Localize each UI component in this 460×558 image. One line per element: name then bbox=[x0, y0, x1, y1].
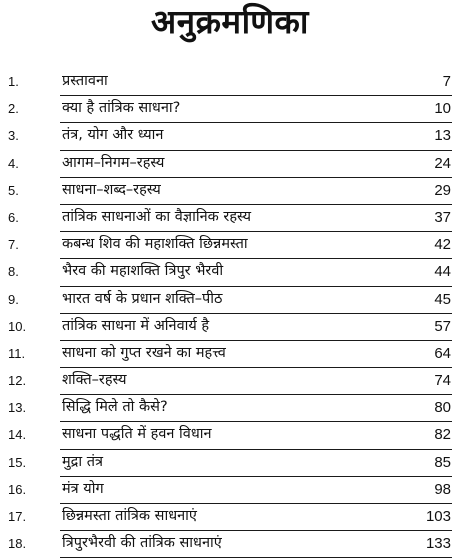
toc-entry-title: त्रिपुरभैरवी की तांत्रिक साधनाएं bbox=[62, 535, 222, 552]
toc-entry bbox=[0, 504, 460, 531]
toc-entry-number: 17. bbox=[8, 509, 27, 524]
toc-entry-page: 82 bbox=[434, 426, 451, 444]
toc-entry bbox=[0, 477, 460, 504]
toc-entry bbox=[0, 531, 460, 558]
toc-entry-title: शक्ति–रहस्य bbox=[62, 372, 127, 389]
toc-entry-title: छिन्नमस्ता तांत्रिक साधनाएं bbox=[62, 508, 197, 524]
toc-entry-number: 10. bbox=[8, 318, 27, 334]
toc-entry-page: 7 bbox=[442, 73, 451, 90]
toc-entry-page: 42 bbox=[434, 236, 451, 254]
toc-entry-title: साधना को गुप्त रखने का महत्त्व bbox=[62, 344, 226, 361]
toc-list bbox=[0, 69, 460, 558]
toc-entry-title: मंत्र योग bbox=[62, 480, 104, 497]
toc-entry-page: 57 bbox=[434, 317, 451, 335]
toc-entry bbox=[0, 422, 460, 449]
toc-entry-title: क्या है तांत्रिक साधना? bbox=[62, 100, 181, 117]
toc-entry-title: तंत्र, योग और ध्यान bbox=[62, 127, 164, 144]
toc-entry bbox=[0, 69, 460, 96]
toc-entry-page: 80 bbox=[434, 399, 451, 417]
toc-entry-page: 45 bbox=[434, 290, 451, 308]
toc-entry-title: प्रस्तावना bbox=[62, 73, 108, 89]
toc-entry bbox=[0, 151, 460, 178]
toc-entry-number: 18. bbox=[8, 536, 27, 552]
toc-entry-page: 29 bbox=[434, 181, 451, 199]
toc-entry-title: कबन्ध शिव की महाशक्ति छिन्नमस्ता bbox=[62, 236, 248, 253]
toc-entry bbox=[0, 178, 460, 205]
toc-entry-page: 133 bbox=[425, 535, 451, 553]
toc-entry-title: तांत्रिक साधना में अनिवार्य है bbox=[62, 317, 210, 334]
toc-entry bbox=[0, 341, 460, 368]
toc-entry-number: 9. bbox=[8, 291, 19, 307]
toc-entry bbox=[0, 450, 460, 477]
toc-entry-number: 4. bbox=[8, 155, 19, 171]
toc-entry-number: 6. bbox=[8, 209, 19, 225]
toc-entry-page: 74 bbox=[434, 372, 451, 390]
toc-entry-page: 103 bbox=[425, 508, 451, 525]
toc-entry-page: 85 bbox=[434, 453, 451, 471]
toc-entry-number: 1. bbox=[8, 74, 19, 89]
toc-entry-number: 15. bbox=[8, 454, 27, 470]
toc-entry-title: भारत वर्ष के प्रधान शक्ति–पीठ bbox=[62, 290, 223, 307]
toc-entry-page: 24 bbox=[434, 154, 451, 172]
toc-entry-number: 8. bbox=[8, 264, 19, 280]
toc-entry-number: 3. bbox=[8, 128, 19, 144]
toc-entry-page: 44 bbox=[434, 263, 451, 281]
toc-entry bbox=[0, 259, 460, 286]
toc-entry bbox=[0, 395, 460, 422]
toc-entry-page: 37 bbox=[434, 208, 451, 226]
toc-entry-title: भैरव की महाशक्ति त्रिपुर भैरवी bbox=[62, 263, 224, 280]
toc-entry-title: आगम–निगम–रहस्य bbox=[62, 154, 165, 171]
toc-entry bbox=[0, 232, 460, 259]
toc-entry-number: 13. bbox=[8, 400, 27, 416]
toc-entry-number: 11. bbox=[8, 345, 26, 361]
toc-entry-number: 16. bbox=[8, 481, 27, 497]
page-title: अनुक्रमणिका bbox=[151, 2, 309, 41]
toc-entry-page: 98 bbox=[434, 480, 451, 498]
toc-entry-number: 7. bbox=[8, 237, 19, 253]
toc-entry bbox=[0, 96, 460, 123]
toc-entry bbox=[0, 123, 460, 150]
toc-entry-page: 10 bbox=[434, 100, 451, 118]
toc-entry-title: मुद्रा तंत्र bbox=[62, 453, 104, 470]
toc-entry bbox=[0, 314, 460, 341]
toc-entry bbox=[0, 368, 460, 395]
toc-entry-title: तांत्रिक साधनाओं का वैज्ञानिक रहस्य bbox=[62, 208, 252, 225]
toc-entry-title: साधना पद्धति में हवन विधान bbox=[62, 426, 212, 443]
toc-entry-page: 13 bbox=[434, 127, 451, 145]
toc-entry-page: 64 bbox=[434, 344, 451, 362]
toc-entry-number: 2. bbox=[8, 101, 19, 117]
toc-entry-number: 5. bbox=[8, 182, 19, 198]
toc-entry-title: साधना–शब्द–रहस्य bbox=[62, 181, 161, 198]
toc-entry bbox=[0, 205, 460, 232]
toc-entry bbox=[0, 287, 460, 314]
toc-entry-number: 12. bbox=[8, 373, 27, 389]
toc-entry-number: 14. bbox=[8, 427, 27, 443]
toc-entry-title: सिद्धि मिले तो कैसे? bbox=[62, 399, 168, 416]
